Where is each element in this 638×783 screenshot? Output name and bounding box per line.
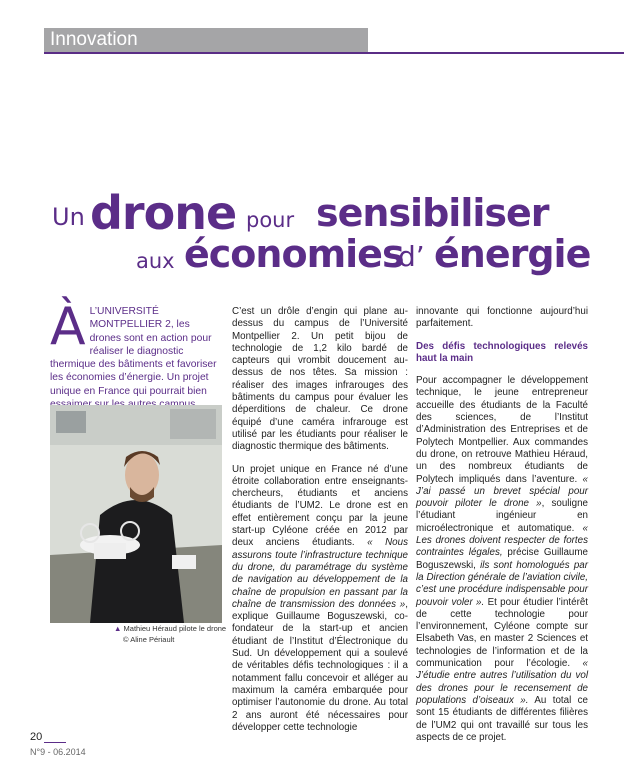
text-run: Et pour étudier l’intérêt de cette technologie pour l’environnement, Cyléone compte sur Elsabeth Vas, en master 2 Sciences et technologies de l’information et de la communication pour l’écologie. <box>416 596 589 670</box>
photo-credit: © Aline Périault <box>123 635 175 644</box>
text-run: Un projet unique en France né d’une étroite collaboration entre enseignants-chercheurs, étudiants et anciens étudiants de l’UM2. Le drone est en effet entièrement conçu par la jeune start-up Cyléone créée en 2012 par deux anciens étudiants. <box>232 463 408 549</box>
banner-rule <box>44 52 624 54</box>
article-photo <box>50 405 222 623</box>
page-rule <box>44 742 66 743</box>
quote: « Les drones doivent respecter de fortes contraintes légales, <box>416 522 588 559</box>
issue-info: N°9 - 06.2014 <box>30 747 86 757</box>
paragraph: C’est un drôle d’engin qui plane au-dessus du campus de l’Université Montpellier 2. Un petit bijou de technologie de 1,2 kilo bardé de capteurs qui vrombit doucement au-dessus de nos têtes. Sa mission : réaliser des images infrarouges des bâtiments du campus pour évaluer les déperditions de chaleur. Ce drone équipé d’une caméra infrarouge est utilisé par les étudiants pour réaliser le diagnostic thermique des bâtiments. <box>232 306 408 453</box>
title-word: drone <box>90 186 237 240</box>
article-column-2 <box>232 306 408 744</box>
title-word: pour <box>246 208 295 232</box>
triangle-icon: ▲ <box>114 624 122 633</box>
intro-text: L’UNIVERSITÉ MONTPELLIER 2, les drones sont en action pour réaliser le diagnostic thermique des bâtiments et favoriser les économies d’énergie. Un projet unique en France qui pourrait bien <box>50 306 217 397</box>
section-banner <box>44 28 368 52</box>
title-word: économies <box>184 232 404 276</box>
paragraph <box>416 375 588 744</box>
section-label: Innovation <box>50 29 138 50</box>
article-column-3 <box>416 306 588 754</box>
article-intro <box>50 297 222 411</box>
drop-cap: À <box>50 297 86 357</box>
text-run: , souligne l’étudiant ingénieur en microélectronique et automatique. <box>416 498 588 534</box>
title-word: énergie <box>434 232 591 276</box>
paragraph: innovante qui fonctionne aujourd’hui parfaitement. <box>416 306 588 330</box>
quote: « J’ai passé un brevet spécial pour pouvoir piloter le drone » <box>416 473 588 510</box>
photo-caption <box>114 623 226 645</box>
text-run: Pour accompagner le développement technique, le jeune entrepreneur accueille des étudiants de la Faculté des sciences, de l’Institut d’Administration des Entreprises et de Polytech Montpellier. Aux commandes du drone, on retrouve Mathieu Héraud, un des nombreux étudiants de Polytech impliqués dans l’aventure. <box>416 375 588 485</box>
text-run: Au total ce sont 15 étudiants de différentes filières de l’UM2 qui ont travaillé sur tous les aspects de ce projet. <box>416 694 588 743</box>
text-run: précise Guillaume Boguszewski, <box>416 547 588 571</box>
quote: « J’étudie entre autres l’utilisation du vol des drones pour le recensement de populations d’oiseaux ». <box>416 658 588 706</box>
caption-text: Mathieu Héraud pilote le drone <box>123 624 227 633</box>
subheading: Des défis technologiques relevés haut la main <box>416 340 588 364</box>
photo-illustration <box>50 405 222 623</box>
title-word: d’ <box>398 240 425 273</box>
quote: ils sont homologués par la Direction générale de l’aviation civile, c’est une procédure indispensable pour pouvoir voler ». <box>416 559 588 608</box>
page-number: 20 <box>30 731 43 743</box>
text-run: , explique Guillaume Boguszewski, co-fondateur de la start-up et ancien étudiant de l’Institut d’Électronique du Sud. Un développement qui a soulevé de véritables défis technologiques : il a notamment fallu concevoir et alléger au maximum la caméra embarquée pour optimiser l’autonomie du drone. Au total 2 ans auront été nécessaires pour développer cette technologie <box>232 598 408 733</box>
title-word: sensibiliser <box>316 191 549 235</box>
paragraph <box>232 464 408 735</box>
title-word: aux <box>136 249 175 273</box>
title-word: Un <box>52 203 85 231</box>
quote: « Nous assurons toute l’infrastructure technique du drone, du paramétrage du système de navigation au développement de la chaîne de propulsion en passant par la chaîne de transmission des données » <box>232 537 408 610</box>
